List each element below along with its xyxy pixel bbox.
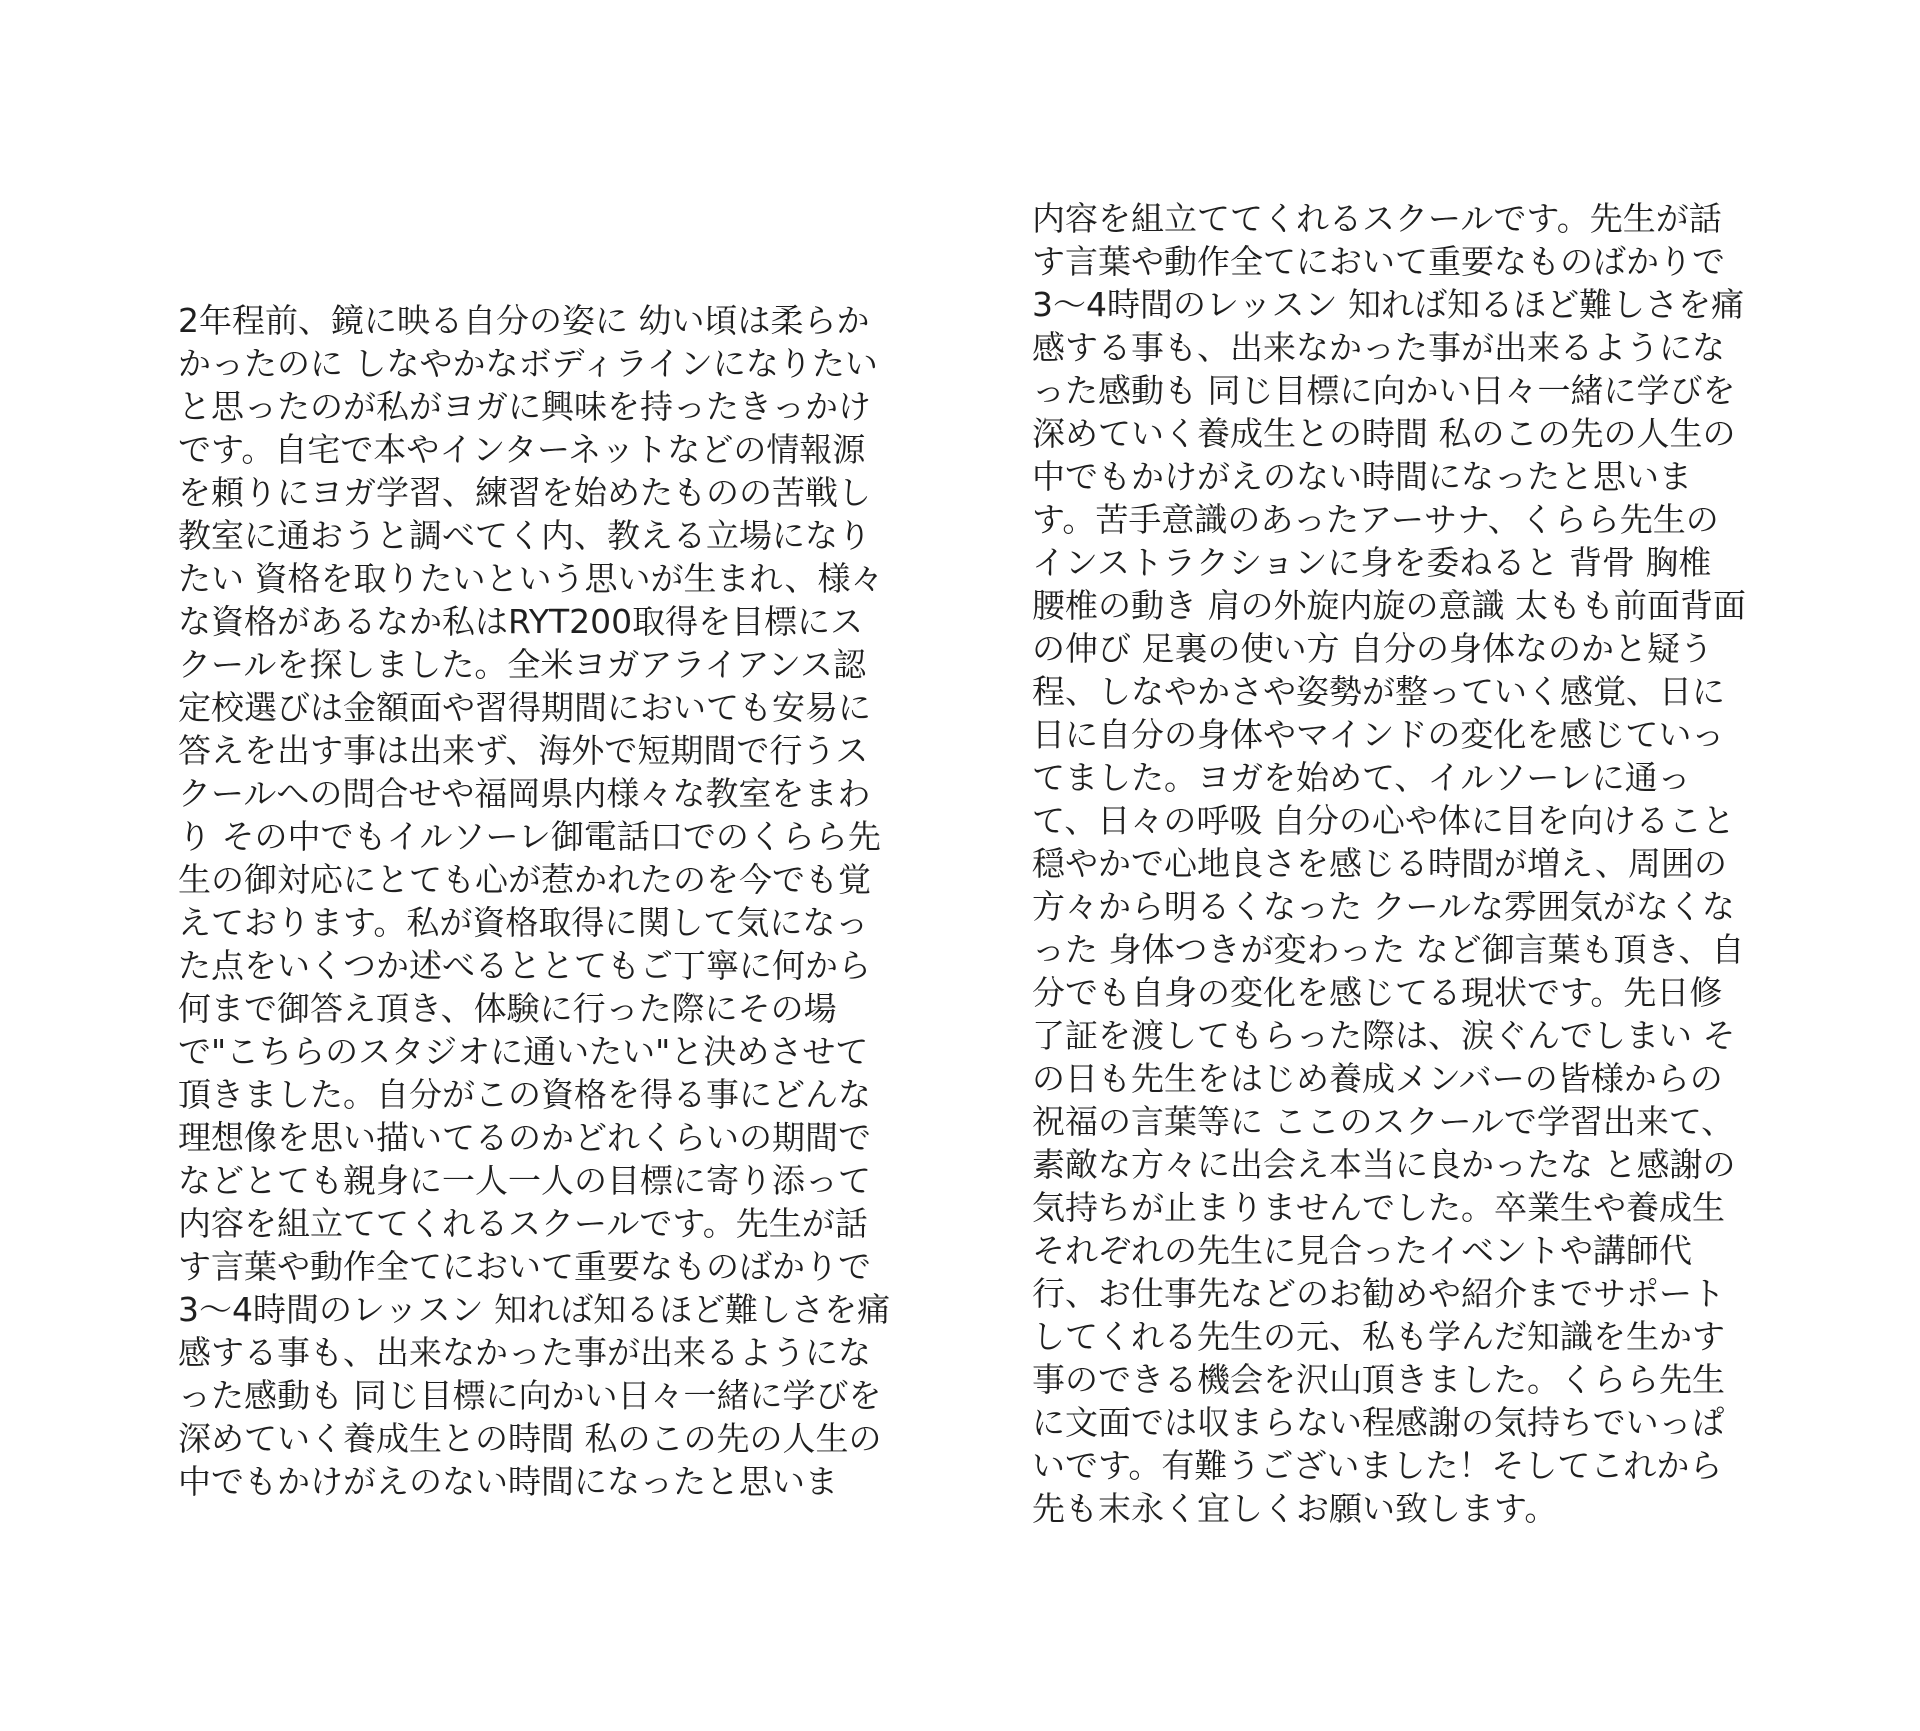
text-line: してくれる先生の元、私も学んだ知識を生かす <box>1032 1317 1725 1356</box>
text-line: 行、お仕事先などのお勧めや紹介までサポート <box>1032 1274 1725 1313</box>
text-line: 了証を渡してもらった際は、涙ぐんでしまい そ <box>1032 1016 1736 1055</box>
text-line: 中でもかけがえのない時間になったと思いま <box>1032 457 1692 496</box>
text-line: クールへの問合せや福岡県内様々な教室をまわ <box>178 774 871 813</box>
text-line: と思ったのが私がヨガに興味を持ったきっかけ <box>178 387 871 426</box>
text-line: 教室に通おうと調べてく内、教える立場になり <box>178 516 871 555</box>
text-line: 内容を組立ててくれるスクールです。先生が話 <box>178 1204 868 1243</box>
text-line: 腰椎の動き 肩の外旋内旋の意識 太もも前面背面 <box>1032 586 1746 625</box>
text-line: 程、しなやかさや姿勢が整っていく感覚、日に <box>1032 672 1725 711</box>
text-line: 日に自分の身体やマインドの変化を感じていっ <box>1032 715 1725 754</box>
text-line: て、日々の呼吸 自分の心や体に目を向けること <box>1032 801 1735 840</box>
text-line: す言葉や動作全てにおいて重要なものばかりで <box>178 1247 871 1286</box>
text-line: てました。ヨガを始めて、イルソーレに通っ <box>1032 758 1691 797</box>
text-line: クールを探しました。全米ヨガアライアンス認 <box>178 645 867 684</box>
text-line: った感動も 同じ目標に向かい日々一緒に学びを <box>1032 371 1736 410</box>
text-line: 穏やかで心地良さを感じる時間が増え、周囲の <box>1032 844 1727 883</box>
text-line: などとても親身に一人一人の目標に寄り添って <box>178 1161 871 1200</box>
text-line: 先も末永く宜しくお願い致します。 <box>1032 1489 1558 1528</box>
text-line: り その中でもイルソーレ御電話口でのくらら先 <box>178 817 881 856</box>
text-line: 感する事も、出来なかった事が出来るようにな <box>178 1333 871 1372</box>
text-line: 気持ちが止まりませんでした。卒業生や養成生 <box>1032 1188 1725 1227</box>
text-line: な資格があるなか私はRYT200取得を目標にス <box>178 602 864 641</box>
text-line: かったのに しなやかなボディラインになりたい <box>178 344 878 383</box>
text-line: 2年程前、鏡に映る自分の姿に 幼い頃は柔らか <box>178 301 870 340</box>
text-line: 方々から明るくなった クールな雰囲気がなくな <box>1032 887 1735 926</box>
text-line: った 身体つきが変わった など御言葉も頂き、自 <box>1032 930 1745 969</box>
text-line: った感動も 同じ目標に向かい日々一緒に学びを <box>178 1376 882 1415</box>
text-line: 祝福の言葉等に ここのスクールで学習出来て、 <box>1032 1102 1735 1141</box>
text-line: を頼りにヨガ学習、練習を始めたものの苦戦し <box>178 473 871 512</box>
text-line: 頂きました。自分がこの資格を得る事にどんな <box>178 1075 871 1114</box>
text-line: 内容を組立ててくれるスクールです。先生が話 <box>1032 199 1722 238</box>
text-line: 分でも自身の変化を感じてる現状です。先日修 <box>1032 973 1723 1012</box>
text-line: です。自宅で本やインターネットなどの情報源 <box>178 430 866 469</box>
text-line: 3〜4時間のレッスン 知れば知るほど難しさを痛 <box>178 1290 891 1329</box>
text-line: 事のできる機会を沢山頂きました。くらら先生 <box>1032 1360 1725 1399</box>
text-line: 感する事も、出来なかった事が出来るようにな <box>1032 328 1725 367</box>
text-line: 中でもかけがえのない時間になったと思いま <box>178 1462 838 1501</box>
text-line: 答えを出す事は出来ず、海外で短期間で行うス <box>178 731 869 770</box>
text-line: で"こちらのスタジオに通いたい"と決めさせて <box>178 1032 869 1071</box>
text-line: 何まで御答え頂き、体験に行った際にその場 <box>178 989 837 1028</box>
text-line: たい 資格を取りたいという思いが生まれ、様々 <box>178 559 884 598</box>
text-line: 生の御対応にとても心が惹かれたのを今でも覚 <box>178 860 871 899</box>
text-line: の日も先生をはじめ養成メンバーの皆様からの <box>1032 1059 1723 1098</box>
text-line: た点をいくつか述べるととてもご丁寧に何から <box>178 946 871 985</box>
text-line: す言葉や動作全てにおいて重要なものばかりで <box>1032 242 1725 281</box>
text-line: に文面では収まらない程感謝の気持ちでいっぱ <box>1032 1403 1725 1442</box>
text-line: 3〜4時間のレッスン 知れば知るほど難しさを痛 <box>1032 285 1745 324</box>
text-line: それぞれの先生に見合ったイベントや講師代 <box>1032 1231 1692 1270</box>
text-line: えております。私が資格取得に関して気になっ <box>178 903 869 942</box>
text-line: す。苦手意識のあったアーサナ、くらら先生の <box>1032 500 1719 539</box>
text-column-left <box>178 299 938 1503</box>
text-line: 深めていく養成生との時間 私のこの先の人生の <box>178 1419 882 1458</box>
text-line: いです。有難うございました！そしてこれから <box>1032 1446 1723 1485</box>
text-line: 定校選びは金額面や習得期間においても安易に <box>178 688 871 727</box>
text-line: 素敵な方々に出会え本当に良かったな と感謝の <box>1032 1145 1736 1184</box>
text-line: インストラクションに身を委ねると 背骨 胸椎 <box>1032 543 1712 582</box>
text-line: 深めていく養成生との時間 私のこの先の人生の <box>1032 414 1736 453</box>
text-column-right <box>1032 197 1792 1530</box>
text-line: 理想像を思い描いてるのかどれくらいの期間で <box>178 1118 871 1157</box>
text-line: の伸び 足裏の使い方 自分の身体なのかと疑う <box>1032 629 1713 668</box>
